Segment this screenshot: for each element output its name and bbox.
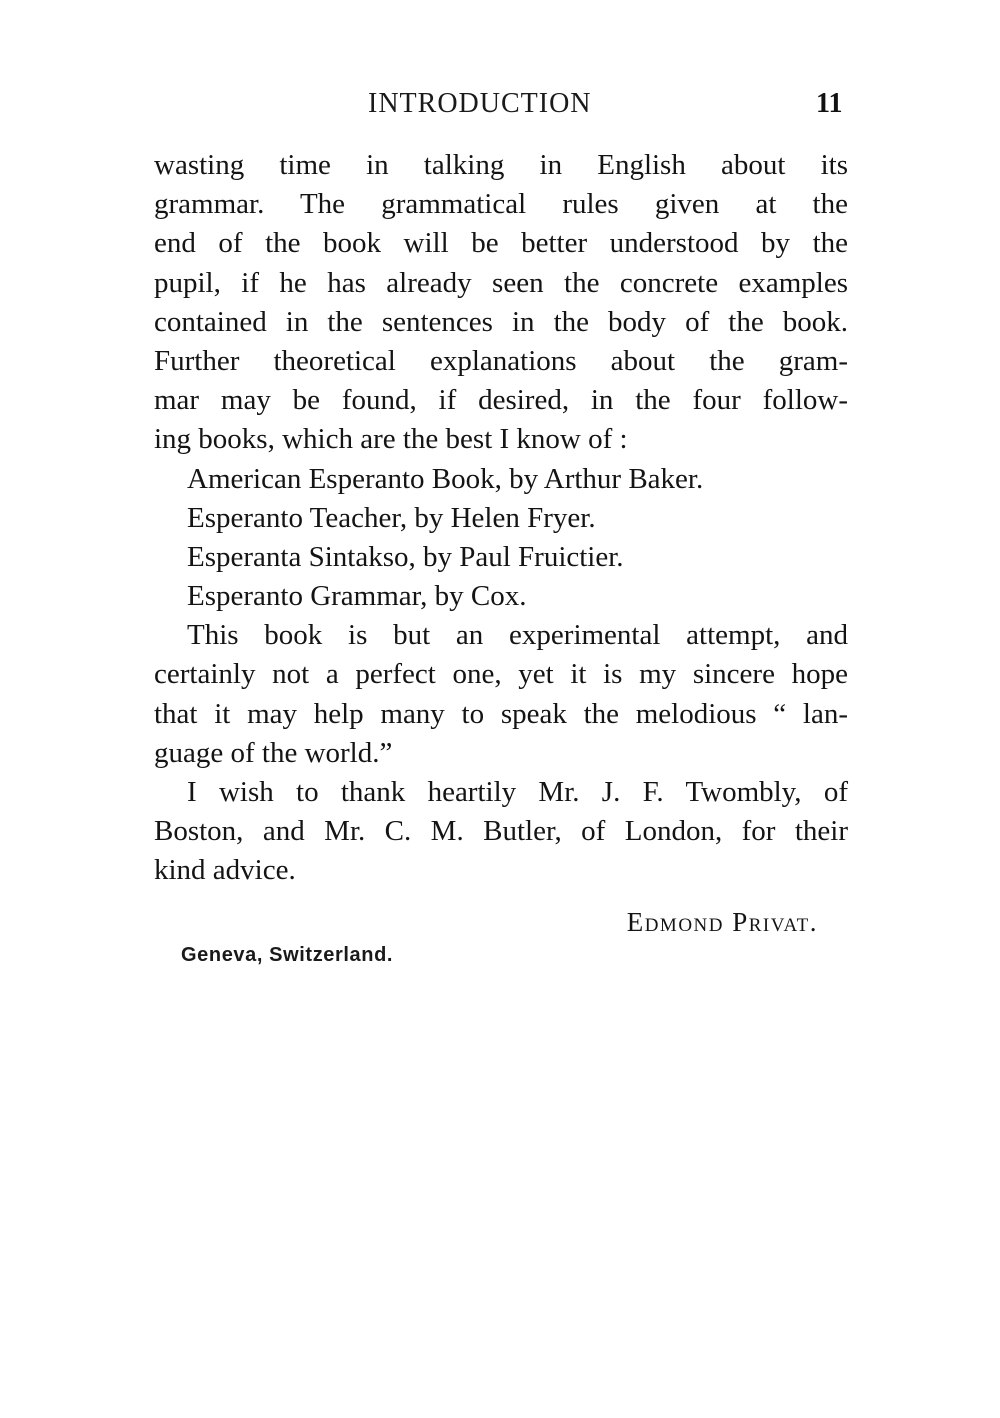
book-list-item: Esperanto Teacher, by Helen Fryer.: [187, 501, 596, 534]
text-line: end of the book will be better understood by the: [154, 227, 848, 260]
chapter-title: INTRODUCTION: [368, 88, 592, 119]
text-line: wasting time in talking in English about its: [154, 149, 848, 181]
book-list-item: American Esperanto Book, by Arthur Baker.: [187, 462, 704, 495]
text-line: certainly not a perfect one, yet it is my sincere hope: [154, 658, 848, 691]
book-list-item: Esperanta Sintakso, by Paul Fruictier.: [187, 540, 624, 573]
book-list-item: Esperanto Grammar, by Cox.: [187, 580, 527, 613]
signature-row: [154, 891, 848, 943]
text-line: mar may be found, if desired, in the four follow-: [154, 384, 848, 417]
text-line: pupil, if he has already seen the concrete examples: [154, 266, 848, 299]
text-line: contained in the sentences in the body of the book.: [154, 305, 848, 338]
body-text: [154, 146, 848, 943]
running-head: [0, 88, 1000, 128]
text-line: I wish to thank heartily Mr. J. F. Twombly, of: [187, 776, 848, 808]
text-line: Further theoretical explanations about the gram-: [154, 344, 848, 377]
author-signature: Edmond Privat.: [626, 906, 818, 937]
text-line: guage of the world.”: [154, 736, 393, 769]
text-line: Boston, and Mr. C. M. Butler, of London, for their: [154, 815, 848, 848]
place-line: Geneva, Switzerland.: [181, 944, 394, 966]
page-number: 11: [816, 88, 843, 119]
text-line: ing books, which are the best I know of :: [154, 423, 628, 456]
text-line: that it may help many to speak the melodious “ lan-: [154, 697, 848, 730]
text-line: This book is but an experimental attempt, and: [187, 619, 848, 652]
text-line: kind advice.: [154, 854, 296, 887]
text-line: grammar. The grammatical rules given at the: [154, 188, 848, 221]
